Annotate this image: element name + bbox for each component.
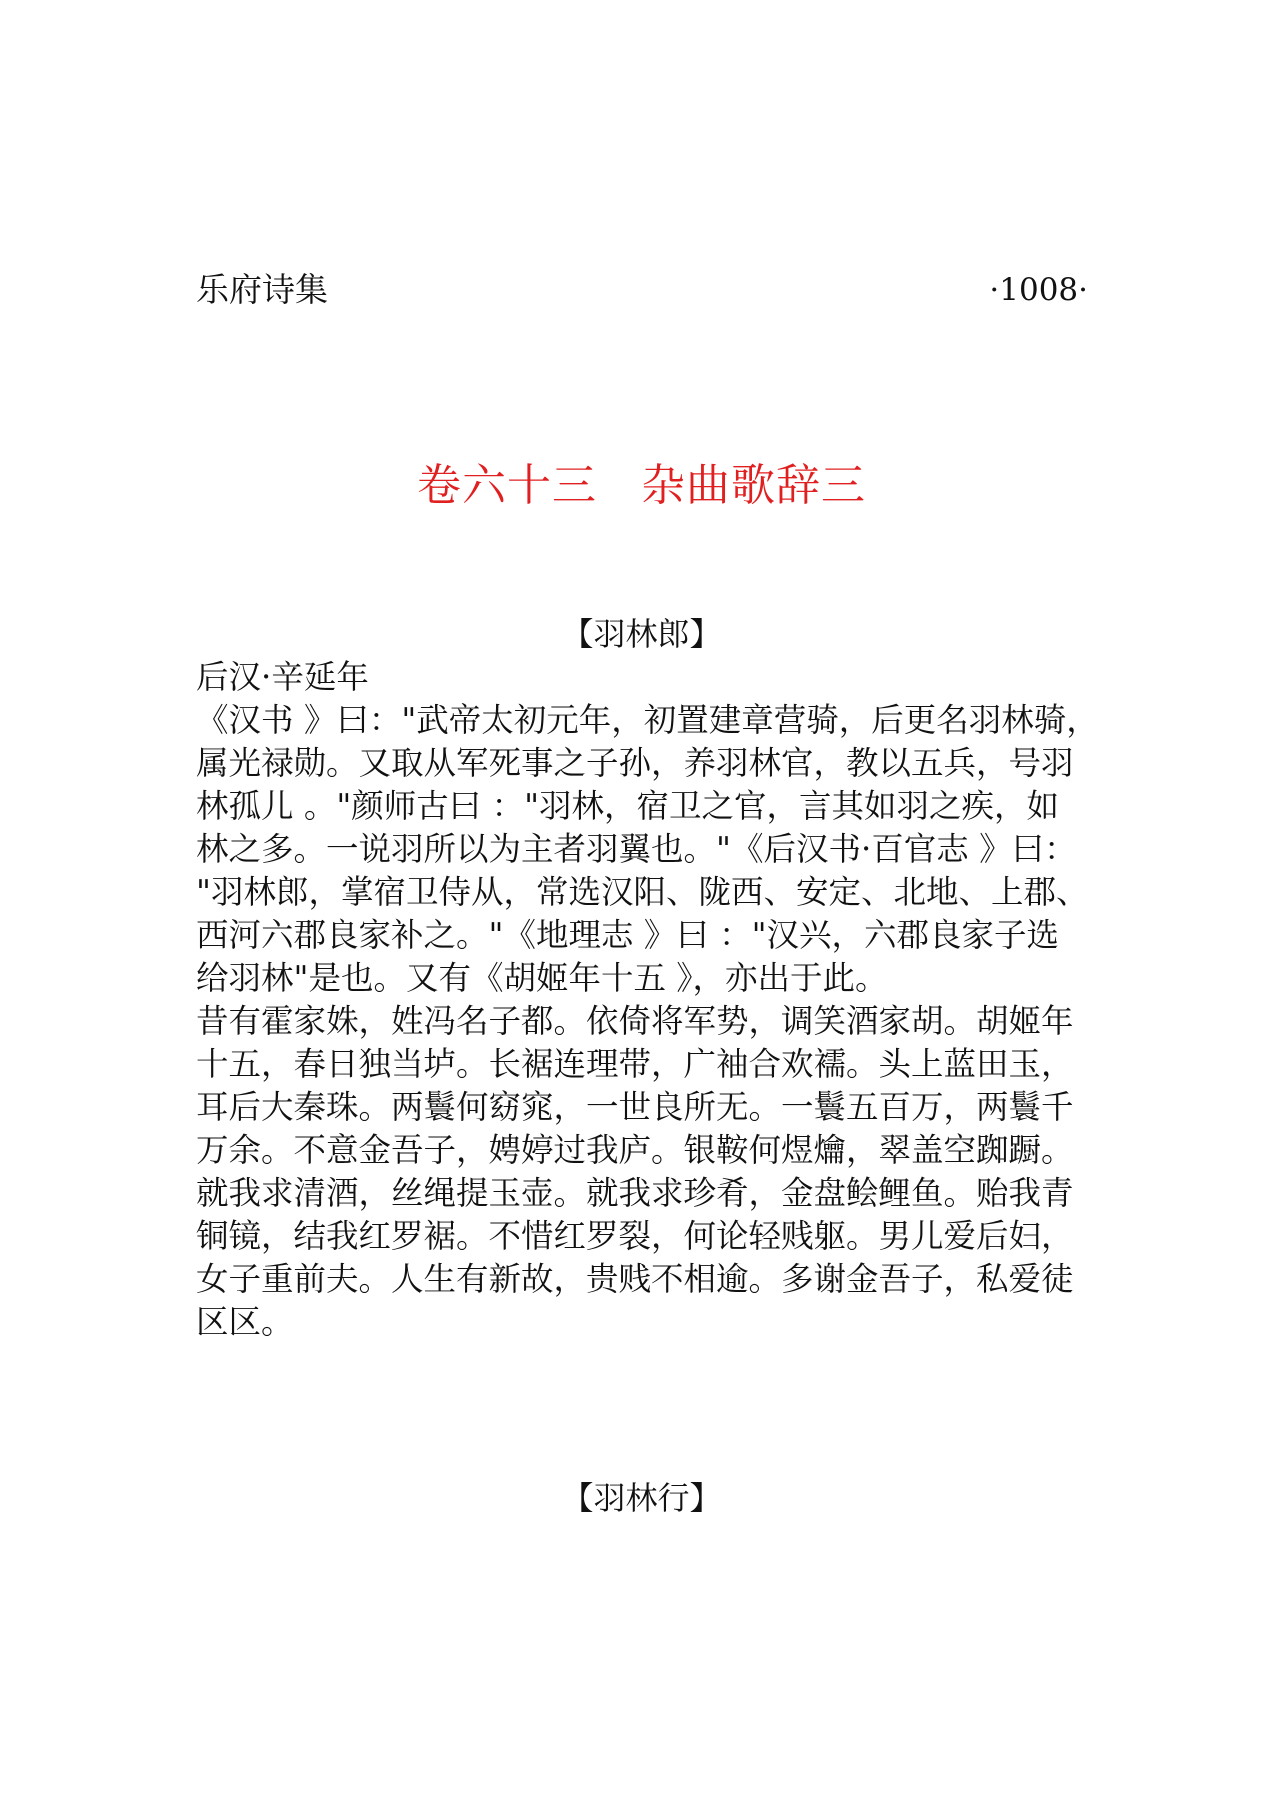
preface-line: 林之多。一说羽所以为主者羽翼也。"《后汉书·百官志 》曰： [196,830,1077,868]
preface-line: 属光禄勋。又取从军死事之子孙，养羽林官，教以五兵，号羽 [196,744,1074,782]
section-title: 【羽林行】 [561,1479,722,1517]
poem-line: 十五，春日独当垆。长裾连理带，广袖合欢襦。头上蓝田玉， [196,1045,1074,1083]
poem-text [196,1000,1096,1344]
poem-line: 区区。 [196,1303,294,1341]
poem-line: 耳后大秦珠。两鬟何窈窕，一世良所无。一鬟五百万，两鬟千 [196,1088,1074,1126]
chapter-volume: 卷六十三 [417,460,597,511]
preface-text [196,699,1099,1000]
poem-author [196,656,1096,699]
preface-line: "羽林郎，掌宿卫侍从，常选汉阳、陇西、安定、北地、上郡、 [196,873,1089,911]
poem-line: 昔有霍家姝，姓冯名子都。依倚将军势，调笑酒家胡。胡姬年 [196,1002,1074,1040]
poem-line: 万余。不意金吾子，娉婷过我庐。银鞍何煜爚，翠盖空踟蹰。 [196,1131,1074,1169]
page-number: ·1008· [989,272,1088,308]
chapter-name: 杂曲歌辞三 [641,460,866,511]
poem-line: 铜镜，结我红罗裾。不惜红罗裂，何论轻贱躯。男儿爱后妇， [196,1217,1074,1255]
chapter-title [0,458,1283,514]
preface-line: 西河六郡良家补之。"《地理志 》曰 ："汉兴，六郡良家子选 [196,916,1060,954]
author-line: 后汉·辛延年 [196,658,369,696]
poem-line: 女子重前夫。人生有新故，贵贱不相逾。多谢金吾子，私爱徒 [196,1260,1074,1298]
preface-line: 《汉书 》曰："武帝太初元年，初置建章营骑，后更名羽林骑， [196,701,1099,739]
preface-line: 给羽林"是也。又有《胡姬年十五 》，亦出于此。 [196,959,888,997]
section-title: 【羽林郎】 [561,615,722,653]
preface-line: 林孤儿 。"颜师古曰 ："羽林，宿卫之官，言其如羽之疾，如 [196,787,1060,825]
running-head-book-title: 乐府诗集 [196,270,328,309]
poem-line: 就我求清酒，丝绳提玉壶。就我求珍肴，金盘鲙鲤鱼。贻我青 [196,1174,1074,1212]
